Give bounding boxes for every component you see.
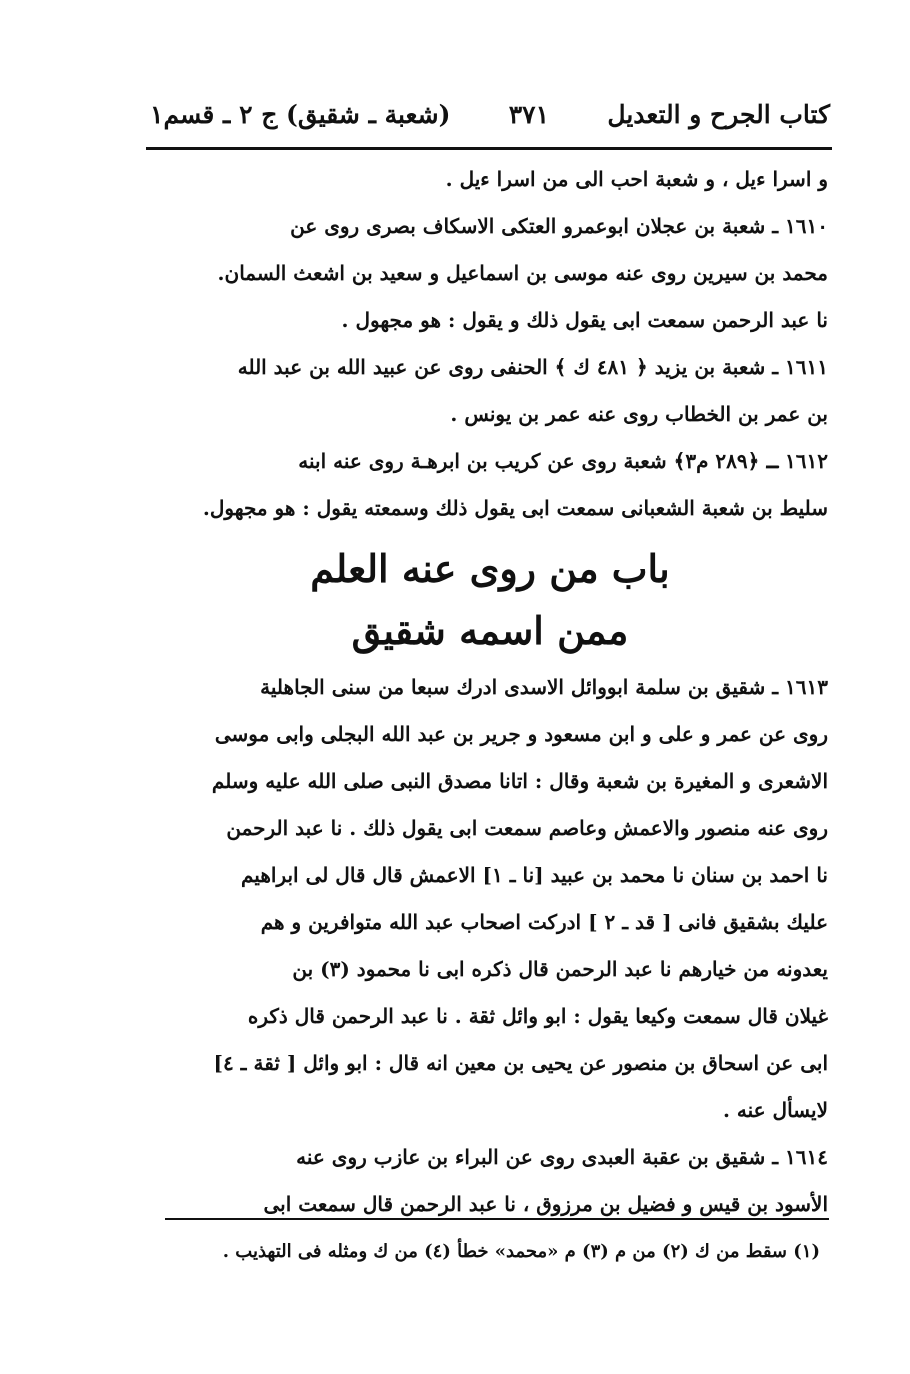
chapter-heading — [150, 538, 830, 662]
section-info: (شعبة ـ شقيق) ج ٢ ـ قسم١ — [150, 99, 451, 129]
text-line: ١٦١٤ ـ شقيق بن عقبة العبدى روى عن البراء بن عازب روى عنه — [296, 1145, 828, 1169]
text-line: الاشعرى و المغيرة بن شعبة وقال : اتانا مصدق النبى صلى الله عليه وسلم — [211, 769, 828, 793]
text-line: روى عن عمر و على و ابن مسعود و جرير بن عبد الله البجلى وابى موسى — [214, 722, 828, 746]
text-line: و اسرا ءيل ، و شعبة احب الى من اسرا ءيل . — [445, 167, 828, 191]
text-line: نا عبد الرحمن سمعت ابى يقول ذلك و يقول : هو مجهول . — [341, 308, 828, 332]
text-line: ١٦١٠ ـ شعبة بن عجلان ابوعمرو العتكى الاسكاف بصرى روى عن — [290, 214, 828, 238]
text-line: يعدونه من خيارهم نا عبد الرحمن قال ذكره ابى نا محمود (٣) بن — [292, 957, 828, 981]
chapter-heading-line-2: ممن اسمه شقيق — [351, 608, 629, 653]
text-line: نا احمد بن سنان نا محمد بن عبيد [نا ـ ١] الاعمش قال قال لى ابراهيم — [241, 863, 828, 887]
footnote: (١) سقط من ك (٢) من م (٣) م «محمد» خطأ (٤) من ك ومثله فى التهذيب . — [222, 1241, 820, 1262]
text-line: محمد بن سيرين روى عنه موسى بن اسماعيل و سعيد بن اشعث السمان. — [217, 261, 828, 285]
text-line: ١٦١١ ـ شعبة بن يزيد ﴿ ٤٨١ ك ﴾ الحنفى روى عن عبيد الله بن عبد الله — [237, 355, 828, 379]
text-line: ابى عن اسحاق بن منصور عن يحيى بن معين انه قال : ابو وائل [ ثقة ـ ٤] — [213, 1051, 828, 1075]
chapter-heading-line-1: باب من روى عنه العلم — [310, 546, 670, 591]
running-header — [150, 92, 830, 136]
text-block-2 — [160, 664, 828, 1228]
text-line: عليك بشقيق فانى [ قد ـ ٢ ] ادركت اصحاب عبد الله متوافرين و هم — [260, 910, 828, 934]
text-line: روى عنه منصور والاعمش وعاصم سمعت ابى يقول ذلك . نا عبد الرحمن — [226, 816, 828, 840]
text-line: سليط بن شعبة الشعبانى سمعت ابى يقول ذلك وسمعته يقول : هو مجهول. — [202, 496, 828, 520]
book-title: كتاب الجرح و التعديل — [607, 99, 830, 129]
text-block-1 — [160, 156, 828, 532]
text-line: ١٦١٣ ـ شقيق بن سلمة ابووائل الاسدى ادرك سبعا من سنى الجاهلية — [260, 675, 828, 699]
page-number: ٣٧١ — [508, 99, 550, 129]
text-line: ١٦١٢ ـ ﴿٢٨٩ م٣﴾ شعبة روى عن كريب بن ابرهـة روى عنه ابنه — [298, 449, 828, 473]
text-line: غيلان قال سمعت وكيعا يقول : ابو وائل ثقة . نا عبد الرحمن قال ذكره — [247, 1004, 828, 1028]
footnote-rule — [165, 1218, 829, 1220]
text-line: الأسود بن قيس و فضيل بن مرزوق ، نا عبد الرحمن قال سمعت ابى — [263, 1192, 828, 1216]
header-rule — [146, 147, 832, 150]
text-line: بن عمر بن الخطاب روى عنه عمر بن يونس . — [450, 402, 828, 426]
text-line: لايسأل عنه . — [722, 1098, 828, 1122]
